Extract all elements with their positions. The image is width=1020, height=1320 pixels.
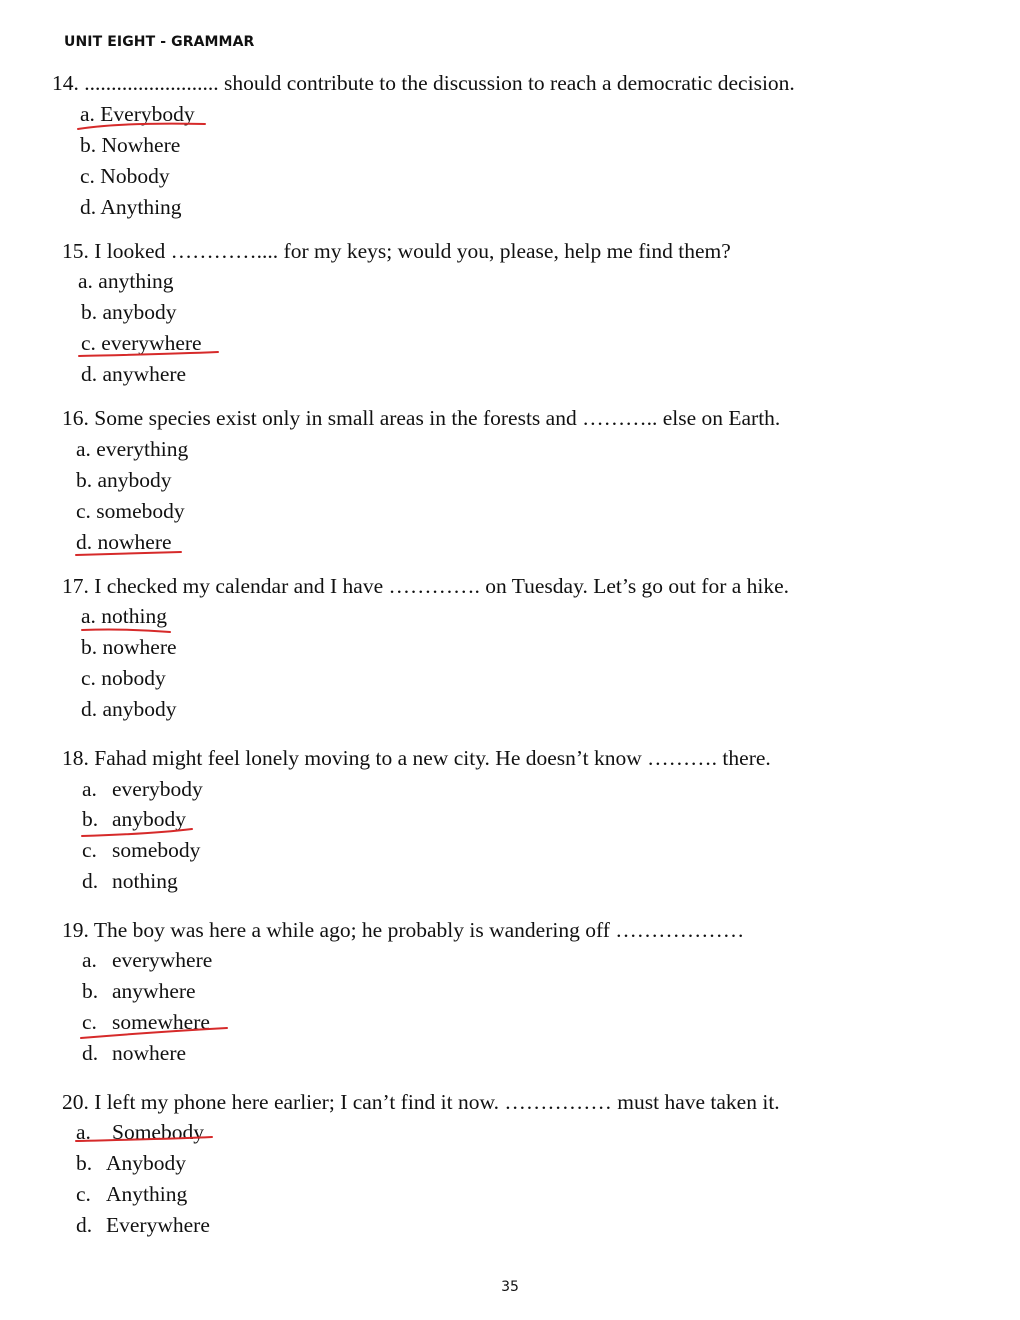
option-c	[76, 1181, 187, 1207]
option-letter: d.	[82, 869, 99, 893]
option-text: Everywhere	[106, 1213, 210, 1237]
question-number: 19.	[62, 918, 89, 942]
question-prompt	[62, 573, 789, 599]
option-text: Anything	[106, 1182, 188, 1206]
question-prompt	[62, 238, 731, 264]
option-text: Anything	[100, 195, 182, 219]
question-number: 16.	[62, 406, 89, 430]
option-text: anybody	[102, 300, 177, 324]
question-number: 17.	[62, 574, 89, 598]
option-letter: b.	[82, 979, 99, 1003]
option-c	[81, 330, 202, 356]
option-text: anything	[98, 269, 174, 293]
option-letter: d.	[76, 530, 93, 554]
option-text: anybody	[102, 697, 177, 721]
option-letter: d.	[80, 195, 97, 219]
option-c	[82, 1009, 210, 1035]
unit-header: UNIT EIGHT - GRAMMAR	[64, 34, 255, 50]
option-a	[82, 947, 212, 973]
option-text: nobody	[101, 666, 166, 690]
option-letter: c.	[82, 1010, 97, 1034]
option-letter: d.	[76, 1213, 93, 1237]
option-letter: b.	[81, 300, 98, 324]
option-a	[81, 603, 167, 629]
option-d	[82, 868, 178, 894]
option-letter: a.	[78, 269, 93, 293]
question-prompt	[62, 745, 771, 771]
option-text: anybody	[112, 807, 187, 831]
question-prompt	[52, 70, 795, 96]
option-letter: b.	[80, 133, 97, 157]
option-text: somebody	[112, 838, 201, 862]
option-text: everything	[96, 437, 189, 461]
option-letter: c.	[81, 666, 96, 690]
option-a	[76, 1119, 204, 1145]
option-text: Nowhere	[101, 133, 181, 157]
option-letter: b.	[81, 635, 98, 659]
option-d	[76, 1212, 210, 1238]
question-number: 20.	[62, 1090, 89, 1114]
option-b	[81, 634, 177, 660]
option-letter: c.	[80, 164, 95, 188]
option-text: Nobody	[100, 164, 170, 188]
option-c	[76, 498, 185, 524]
option-letter: c.	[82, 838, 97, 862]
option-text: Somebody	[112, 1120, 204, 1144]
option-d	[76, 529, 172, 555]
question-text: Some species exist only in small areas in the forests and ……….. else on Earth.	[94, 406, 781, 430]
option-letter: d.	[81, 697, 98, 721]
option-d	[81, 361, 186, 387]
question-text: I left my phone here earlier; I can’t find it now. …………… must have taken it.	[94, 1090, 780, 1114]
option-letter: a.	[80, 102, 95, 126]
option-letter: b.	[76, 1151, 93, 1175]
option-letter: c.	[76, 499, 91, 523]
q17-answer-underline	[82, 630, 170, 632]
option-text: nothing	[101, 604, 167, 628]
option-b	[76, 467, 172, 493]
question-prompt	[62, 405, 780, 431]
option-text: somewhere	[112, 1010, 210, 1034]
question-number: 15.	[62, 239, 89, 263]
option-letter: b.	[76, 468, 93, 492]
option-letter: a.	[81, 604, 96, 628]
option-d	[80, 194, 182, 220]
option-text: somebody	[96, 499, 185, 523]
option-text: anywhere	[112, 979, 196, 1003]
option-letter: d.	[81, 362, 98, 386]
option-letter: a.	[82, 777, 97, 801]
option-letter: c.	[76, 1182, 91, 1206]
option-letter: a.	[76, 437, 91, 461]
question-number: 14.	[52, 71, 79, 95]
option-b	[76, 1150, 186, 1176]
option-text: Anybody	[106, 1151, 187, 1175]
option-text: anybody	[97, 468, 172, 492]
option-b	[82, 806, 186, 832]
option-letter: c.	[81, 331, 96, 355]
option-b	[80, 132, 180, 158]
question-text: ......................... should contribute to the discussion to reach a democratic decision.	[84, 71, 795, 95]
option-text: nowhere	[102, 635, 177, 659]
option-c	[81, 665, 166, 691]
option-text: nowhere	[112, 1041, 187, 1065]
question-text: The boy was here a while ago; he probably is wandering off ………………	[93, 918, 745, 942]
question-text: Fahad might feel lonely moving to a new city. He doesn’t know ………. there.	[94, 746, 771, 770]
option-letter: b.	[82, 807, 99, 831]
question-prompt	[62, 917, 744, 943]
option-text: anywhere	[102, 362, 187, 386]
question-prompt	[62, 1089, 780, 1115]
question-text: I checked my calendar and I have …………. on Tuesday. Let’s go out for a hike.	[94, 574, 790, 598]
option-text: everywhere	[112, 948, 213, 972]
option-text: nowhere	[97, 530, 172, 554]
option-b	[82, 978, 196, 1004]
option-b	[81, 299, 177, 325]
option-letter: d.	[82, 1041, 99, 1065]
option-text: nothing	[112, 869, 178, 893]
option-text: everywhere	[101, 331, 202, 355]
option-d	[81, 696, 177, 722]
option-c	[82, 837, 200, 863]
question-number: 18.	[62, 746, 89, 770]
option-letter: a.	[82, 948, 97, 972]
option-text: everybody	[112, 777, 203, 801]
option-d	[82, 1040, 186, 1066]
option-letter: a.	[76, 1120, 91, 1144]
option-text: Everybody	[100, 102, 195, 126]
option-a	[76, 436, 188, 462]
option-a	[82, 776, 203, 802]
question-text: I looked ………….... for my keys; would you, please, help me find them?	[94, 239, 731, 263]
option-a	[78, 268, 174, 294]
page-number: 35	[501, 1279, 519, 1295]
option-a	[80, 101, 195, 127]
option-c	[80, 163, 170, 189]
